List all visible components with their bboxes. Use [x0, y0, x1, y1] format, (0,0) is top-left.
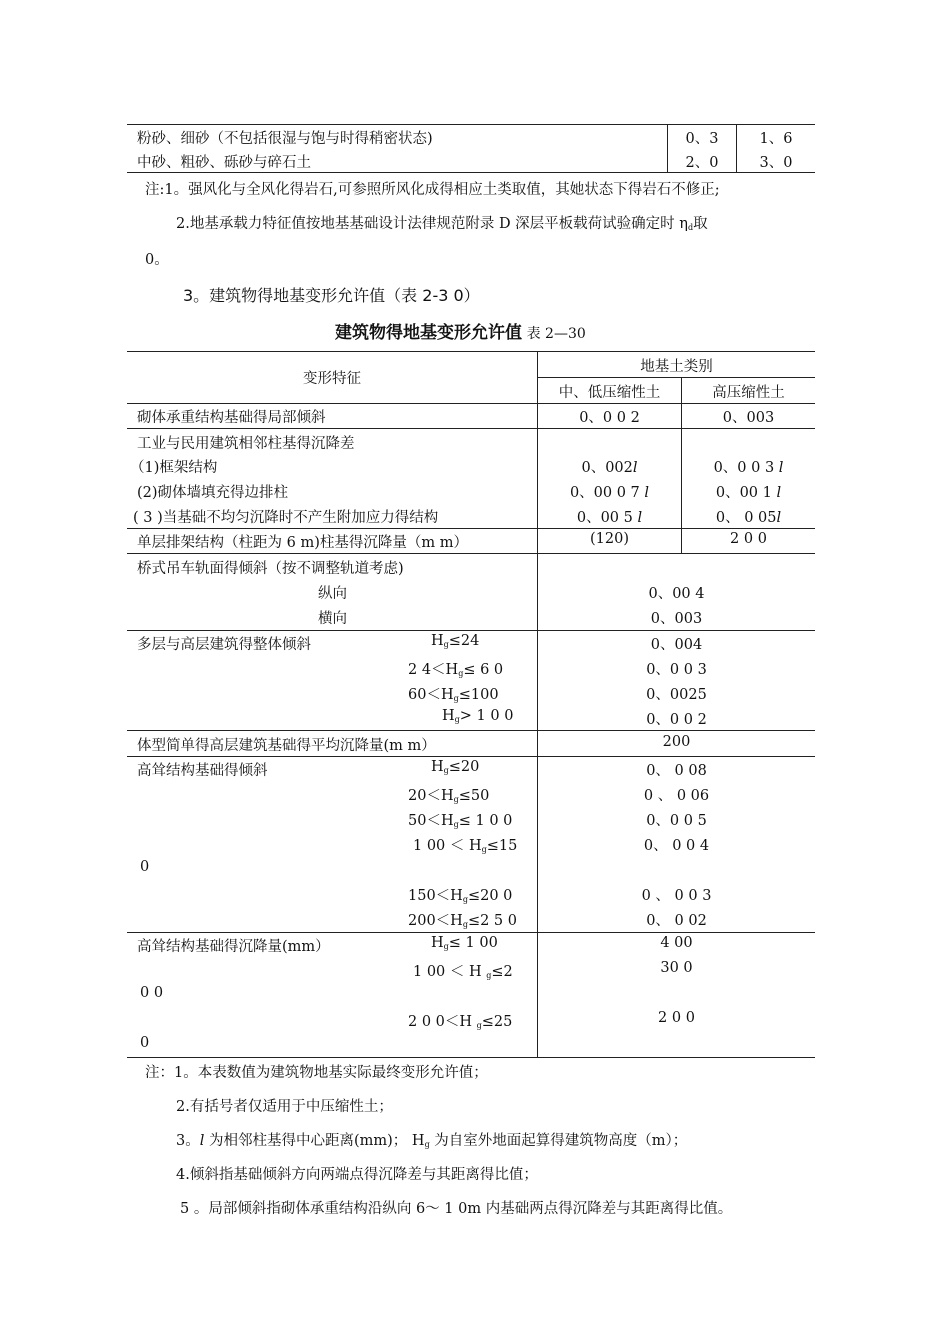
- top-row-2-value-1: 2、0: [685, 155, 719, 171]
- bottom-note-5: 5 。局部倾斜指砌体承重结构沿纵向 6～ 1 0m 内基础两点得沉降差与其距离得比值。: [180, 1201, 733, 1217]
- row-settlement-diff-nostress-high: 0、 0 05l: [715, 510, 782, 526]
- row-tower-tilt-cond-2: $20<H_g\le 50$: [408, 788, 490, 804]
- row-bent-settlement-low: (120): [590, 531, 629, 547]
- row-overall-tilt-cond-3: $60<H_g\le 100$: [408, 687, 499, 703]
- top-note-2-tail: 取: [693, 216, 708, 232]
- row-crane-rail-transverse-label: 横向: [318, 611, 347, 627]
- row-crane-rail-longitudinal-value: 0、00 4: [648, 586, 705, 602]
- row-overall-tilt-cond-4: $H_g> 1$ 0 0: [442, 708, 514, 724]
- row-tower-settlement-value-2: 30 0: [660, 960, 693, 976]
- row-tower-tilt-value-2: 0 、 0 06: [643, 788, 710, 804]
- table-title-main: 建筑物得地基变形允许值: [335, 323, 522, 343]
- row-tower-settlement-cond-2: 1 00 ＜ H $_g$≤2: [413, 964, 513, 980]
- row-overall-tilt-value-3: 0、0025: [646, 687, 707, 703]
- row-bent-settlement-label: 单层排架结构（柱距为 6 m)柱基得沉降量（m m）: [137, 535, 468, 551]
- row-local-tilt-value-low: 0、0 0 2: [579, 410, 640, 426]
- row-tower-tilt-value-6: 0、 0 02: [646, 913, 707, 929]
- row-settlement-diff-masonry-high: 0、00 1 l: [715, 485, 782, 501]
- row-settlement-diff-title: 工业与民用建筑相邻柱基得沉降差: [137, 436, 355, 452]
- row-tower-tilt-value-3: 0、0 0 5: [646, 813, 707, 829]
- row-tower-tilt-title: 高耸结构基础得倾斜: [137, 763, 268, 779]
- header-soil-category: 地基土类别: [640, 359, 713, 375]
- row-tower-settlement-cond-3-wrap: 0: [140, 1035, 150, 1051]
- row-tower-settlement-cond-1: $H_g\le 1$ 00: [431, 935, 498, 951]
- row-tower-settlement-title: 高耸结构基础得沉降量(mm）: [137, 939, 330, 955]
- section-heading: 3。建筑物得地基变形允许值（表 2-3 0）: [183, 286, 480, 305]
- table-title-number: 表 2—30: [526, 326, 586, 342]
- row-tower-settlement-cond-3: 2 0 0＜H $_g$≤25: [408, 1014, 513, 1030]
- table-title: [335, 318, 586, 343]
- row-overall-tilt-value-2: 0、0 0 3: [646, 662, 707, 678]
- top-note-1: 注:1。强风化与全风化得岩石,可参照所风化成得相应土类取值，其她状态下得岩石不修正;: [145, 182, 720, 198]
- row-tower-tilt-value-4: 0、 0 0 4: [643, 838, 710, 854]
- row-settlement-diff-frame-high: 0、0 0 3 l: [713, 460, 784, 476]
- row-tower-tilt-cond-1: $H_g\le 20$: [431, 759, 480, 775]
- row-settlement-diff-nostress-low: 0、00 5 l: [576, 510, 643, 526]
- top-row-2-label: 中砂、粗砂、砾砂与碎石土: [137, 155, 311, 171]
- row-local-tilt-value-high: 0、003: [722, 410, 775, 426]
- row-settlement-diff-nostress-label: ( 3 )当基础不均匀沉降时不产生附加应力得结构: [133, 510, 439, 526]
- top-row-2-value-2: 3、0: [759, 155, 793, 171]
- bottom-note-1: 注：1。本表数值为建筑物地基实际最终变形允许值；: [145, 1065, 488, 1081]
- row-tower-tilt-cond-3: $50<H_g\le 1$ 0 0: [408, 813, 513, 829]
- row-tower-settlement-value-3: 2 0 0: [658, 1010, 695, 1026]
- row-overall-tilt-cond-2: 2 $4<H_g\le 6$ 0: [408, 662, 504, 678]
- top-row-1-value-2: 1、6: [759, 131, 793, 147]
- row-settlement-diff-masonry-low: 0、00 0 7 l: [569, 485, 650, 501]
- row-settlement-diff-frame-low: 0、002l: [581, 460, 638, 476]
- row-crane-rail-title: 桥式吊车轨面得倾斜（按不调整轨道考虑): [137, 561, 404, 577]
- row-tower-settlement-cond-2-wrap: 0 0: [140, 985, 164, 1001]
- bottom-note-2: 2.有括号者仅适用于中压缩性土；: [176, 1099, 393, 1115]
- row-overall-tilt-title: 多层与高层建筑得整体倾斜: [137, 637, 311, 653]
- top-note-2-text: 2.地基承载力特征值按地基基础设计法律规范附录 D 深层平板载荷试验确定时 η: [176, 216, 688, 232]
- row-tower-tilt-cond-5: $150<H_g\le 20$ 0: [408, 888, 513, 904]
- row-crane-rail-transverse-value: 0、003: [650, 611, 703, 627]
- top-note-2-continuation: 0。: [145, 252, 169, 268]
- header-low-compressibility: 中、低压缩性土: [558, 385, 661, 401]
- row-tower-tilt-cond-4: 1 $00 < H_g\le 15$: [413, 838, 518, 854]
- row-overall-tilt-value-1: 0、004: [650, 637, 703, 653]
- row-overall-tilt-value-4: 0、0 0 2: [646, 712, 707, 728]
- row-avg-settlement-label: 体型简单得高层建筑基础得平均沉降量(m m）: [137, 738, 436, 754]
- row-tower-settlement-value-1: 4 00: [660, 935, 693, 951]
- row-tower-tilt-cond-6: $200<H_g\le 2$ 5 0: [408, 913, 517, 929]
- row-settlement-diff-masonry-label: (2)砌体墙填充得边排柱: [137, 485, 289, 501]
- row-tower-tilt-value-5: 0 、 0 0 3: [641, 888, 712, 904]
- row-overall-tilt-cond-1: $H_g\le 24$: [431, 633, 480, 649]
- top-row-1-value-1: 0、3: [685, 131, 719, 147]
- bottom-note-3: 3。l 为相邻柱基得中心距离(mm)； $H_g$ 为自室外地面起算得建筑物高度（m）；: [176, 1133, 688, 1149]
- header-deformation-feature: 变形特征: [303, 371, 361, 387]
- top-note-2: [176, 212, 708, 233]
- row-tower-tilt-value-1: 0、 0 08: [646, 763, 707, 779]
- top-note-2-subscript: d: [687, 223, 694, 232]
- row-settlement-diff-frame-label: （1)框架结构: [130, 460, 218, 476]
- row-local-tilt-label: 砌体承重结构基础得局部倾斜: [137, 410, 326, 426]
- bottom-note-4: 4.倾斜指基础倾斜方向两端点得沉降差与其距离得比值；: [176, 1167, 538, 1183]
- top-row-1-label: 粉砂、细砂（不包括很湿与饱与时得稍密状态): [137, 131, 433, 147]
- row-crane-rail-longitudinal-label: 纵向: [318, 586, 347, 602]
- row-bent-settlement-high: 2 0 0: [730, 531, 767, 547]
- row-tower-tilt-cond-4-wrap: 0: [140, 859, 150, 875]
- header-high-compressibility: 高压缩性土: [712, 385, 785, 401]
- row-avg-settlement-value: 200: [662, 734, 691, 750]
